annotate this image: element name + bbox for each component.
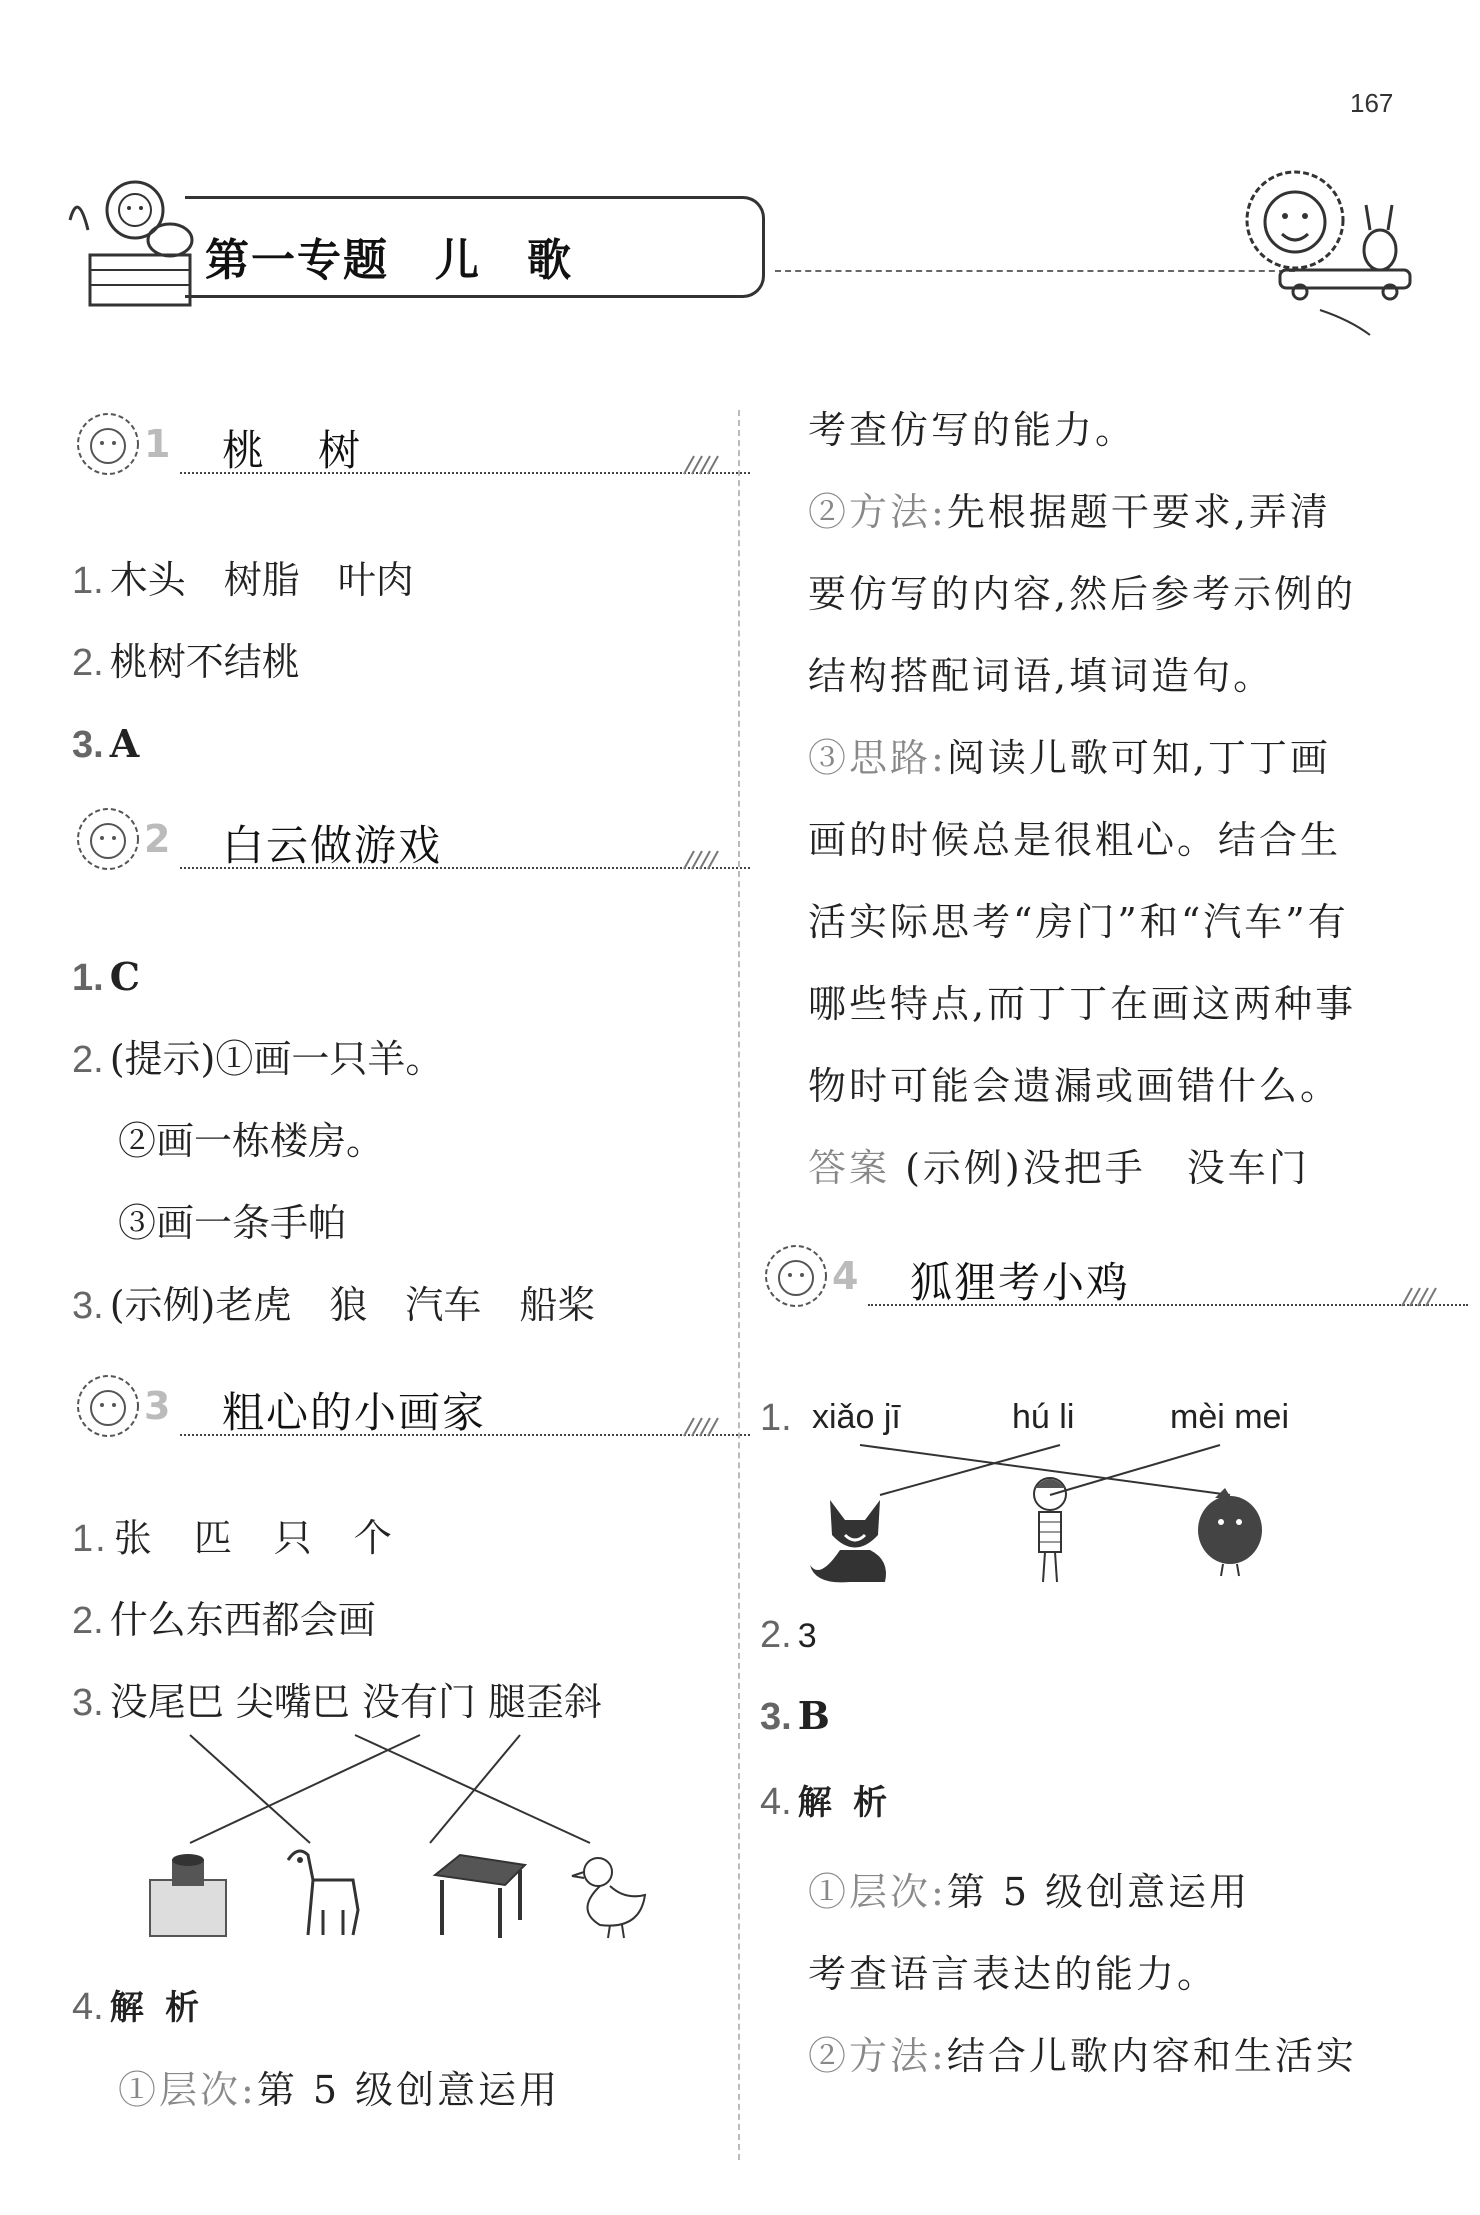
column-divider xyxy=(738,410,740,2160)
method-line: ②方法:结合儿歌内容和生活实 xyxy=(808,2034,1357,2078)
list-item: 3. B xyxy=(760,1693,830,1738)
section-number: 2 xyxy=(144,817,171,861)
lion-face-icon xyxy=(760,1240,832,1312)
list-item: 2. (提示)①画一只羊。 xyxy=(72,1037,444,1081)
section-title: 粗心的小画家 xyxy=(222,1388,487,1437)
section-underline xyxy=(180,1434,750,1436)
text-line: 考查仿写的能力。 xyxy=(808,408,1137,452)
page-number: 167 xyxy=(1350,88,1394,118)
lion-face-icon xyxy=(72,803,144,875)
answer-line: 答案 (示例)没把手 没车门 xyxy=(808,1146,1310,1190)
lion-mascot-icon xyxy=(1220,160,1420,340)
duck-drawing-icon xyxy=(570,1850,650,1940)
section-number: 4 xyxy=(832,1254,859,1298)
pinyin-huli: hú li xyxy=(1012,1398,1075,1436)
pinyin-meimei: mèi mei xyxy=(1170,1398,1290,1436)
list-item: 3. (示例)老虎 狼 汽车 船桨 xyxy=(72,1283,596,1327)
section-number: 1 xyxy=(144,422,171,466)
text-line: 要仿写的内容,然后参考示例的 xyxy=(808,572,1357,616)
method-line: ②方法:先根据题干要求,弄清 xyxy=(808,490,1331,534)
chapter-title: 第一专题 儿 歌 xyxy=(205,235,573,286)
section-underline xyxy=(180,867,750,869)
text-line: 画的时候总是很粗心。结合生 xyxy=(808,818,1342,862)
list-item: 3. A xyxy=(72,721,140,766)
table-drawing-icon xyxy=(430,1850,530,1940)
banner-dashed-line xyxy=(775,270,1295,272)
text-line: 哪些特点,而丁丁在画这两种事 xyxy=(808,982,1357,1026)
text-line: 考查语言表达的能力。 xyxy=(808,1952,1219,1996)
lion-reading-icon xyxy=(60,170,200,310)
section-1-header xyxy=(72,408,722,478)
house-drawing-icon xyxy=(148,1850,228,1940)
section-2-header xyxy=(72,803,722,873)
pinyin-xiaoji: xiǎo jī xyxy=(812,1398,901,1436)
idea-line: ③思路:阅读儿歌可知,丁丁画 xyxy=(808,736,1331,780)
hatch-mark-icon xyxy=(1400,1284,1438,1308)
girl-drawing-icon xyxy=(1015,1470,1085,1590)
section-title: 桃 树 xyxy=(222,426,367,475)
chick-drawing-icon xyxy=(1185,1480,1275,1580)
list-item: 1. 木头 树脂 叶肉 xyxy=(72,558,414,602)
list-item: 1. 张 匹 只 个 xyxy=(72,1516,394,1560)
analysis-heading: 4. 解 析 xyxy=(760,1781,894,1823)
hatch-mark-icon xyxy=(682,847,720,871)
section-underline xyxy=(868,1304,1468,1306)
list-item: 2. 3 xyxy=(760,1614,817,1656)
section-title: 白云做游戏 xyxy=(222,821,443,870)
list-item: 1. C xyxy=(72,954,140,999)
list-item: 2. 桃树不结桃 xyxy=(72,640,300,684)
pinyin-row: 1. xiǎo jī hú li mèi mei xyxy=(760,1397,1290,1439)
text-line: 物时可能会遗漏或画错什么。 xyxy=(808,1064,1342,1108)
list-item: 2. 什么东西都会画 xyxy=(72,1598,376,1642)
section-number: 3 xyxy=(144,1384,171,1428)
horse-drawing-icon xyxy=(278,1840,368,1940)
analysis-heading: 4. 解 析 xyxy=(72,1986,206,2028)
text-line: 活实际思考“房门”和“汽车”有 xyxy=(808,900,1349,944)
list-item: ③画一条手帕 xyxy=(118,1201,347,1245)
level-line: ①层次:第 5 级创意运用 xyxy=(808,1870,1251,1914)
section-underline xyxy=(180,472,750,474)
lion-face-icon xyxy=(72,408,144,480)
list-item: ②画一栋楼房。 xyxy=(118,1119,385,1163)
section-title: 狐狸考小鸡 xyxy=(910,1258,1131,1307)
fox-drawing-icon xyxy=(800,1490,910,1590)
text-line: 结构搭配词语,填词造句。 xyxy=(808,654,1275,698)
hatch-mark-icon xyxy=(682,452,720,476)
list-item: 3. 没尾巴 尖嘴巴 没有门 腿歪斜 xyxy=(72,1680,602,1724)
lion-face-icon xyxy=(72,1370,144,1442)
level-line: ①层次:第 5 级创意运用 xyxy=(118,2068,561,2112)
section-3-header xyxy=(72,1370,722,1440)
section-4-header xyxy=(760,1240,1440,1310)
hatch-mark-icon xyxy=(682,1414,720,1438)
